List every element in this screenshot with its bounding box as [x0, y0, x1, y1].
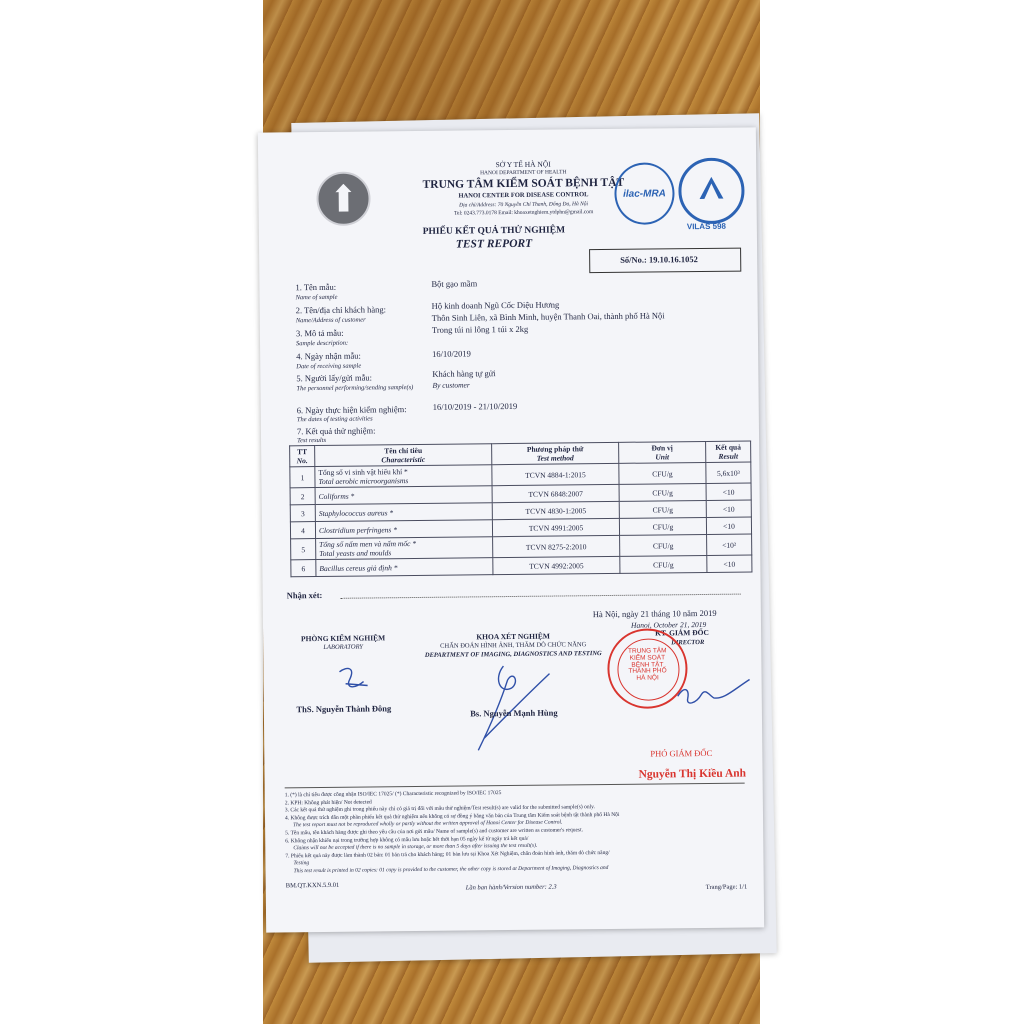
info-5-value: Khách hàng tự gửi: [432, 368, 496, 379]
note-line: 1. (*) là chỉ tiêu được công nhận ISO/IEC 17025/ (*) Characteristic recognized by ISO/IEC 17025: [284, 790, 502, 799]
note-line: 3. Các kết quả thử nghiệm ghi trong phiếu này chỉ có giá trị đối với mẫu thử nghiệm/Test result(s) are valid for the submitted sample(s) only.: [284, 804, 595, 814]
row-result: <10: [706, 500, 751, 517]
row-characteristic-en: Total yeasts and moulds: [319, 548, 392, 559]
notes-list: [285, 788, 746, 876]
info-1-label-en: Name of sample: [295, 293, 338, 302]
results-table: [289, 440, 752, 577]
lab-title-vi: PHÒNG KIỂM NGHIỆM: [300, 633, 386, 644]
row-characteristic: Coliforms *: [315, 486, 492, 505]
row-result: <10²: [707, 534, 752, 555]
row-result: <10: [707, 555, 752, 572]
report-date-en: Hanoi, October 21, 2019: [630, 619, 707, 630]
row-method: TCVN 8275-2:2010: [493, 535, 620, 557]
note-line: 6. Không nhận khiếu nại trong trường hợp không có mẫu lưu hoặc hết thời hạn 05 ngày kể từ ngày trả kết quả/: [285, 835, 529, 844]
vilas-label: VILAS 598: [686, 221, 727, 232]
info-7-label: 7. Kết quả thử nghiệm:: [296, 425, 376, 437]
center-en: HANOI CENTER FOR DISEASE CONTROL: [458, 191, 589, 200]
row-no: 5: [291, 539, 316, 560]
report-title-vi: PHIẾU KẾT QUẢ THỬ NGHIỆM: [422, 225, 566, 237]
contact: Tel: 0243.773.0178 Email: khoaxetnghiem.ytdphn@gmail.com: [454, 209, 594, 217]
row-characteristic: Tổng số vi sinh vật hiếu khí * Total aerobic microorganisms: [315, 465, 492, 488]
row-no: 2: [290, 488, 315, 505]
info-4-label: 4. Ngày nhận mẫu:: [296, 350, 361, 362]
row-result: 5,6x10³: [706, 462, 751, 483]
info-2-label-en: Name/Address of customer: [295, 316, 366, 325]
test-report-page: [258, 127, 764, 932]
info-6-label: 6. Ngày thực hiện kiểm nghiệm:: [296, 404, 407, 416]
row-unit: CFU/g: [620, 555, 707, 573]
address: Địa chỉ/Address: 70 Nguyễn Chí Thanh, Đống Đa, Hà Nội: [459, 201, 589, 209]
note-line: Claims will not be accepted if there is no sample in storage, or more than 5 days after issuing the test result(s).: [293, 842, 538, 852]
info-4-value: 16/10/2019: [432, 348, 471, 359]
row-method: TCVN 6848:2007: [492, 484, 619, 502]
info-7-label-en: Test results: [297, 436, 327, 445]
note-line: This test result is printed in 02 copies: 01 copy is provided to the customer, the other copy is stored at Department of Imaging, Diagnostics and: [293, 864, 609, 875]
stamp-text: TRUNG TÂM KIỂM SOÁT BỆNH TẬT THÀNH PHỐ HÀ NỘI: [627, 647, 667, 682]
note-line: The test report must not be reproduced wholly or partly without the written approval of Hanoi Center for Disease Control.: [293, 819, 563, 829]
col-result: Kết quả Result: [706, 441, 751, 462]
dept-title-en: DEPARTMENT OF IMAGING, DIAGNOSTICS AND TESTING: [424, 650, 602, 659]
lab-signature: [333, 663, 373, 693]
info-2-value2: Thôn Sinh Liên, xã Bình Minh, huyện Thanh Oai, thành phố Hà Nội: [431, 310, 665, 323]
version-number: Lần ban hành/Version number: 2.3: [465, 883, 557, 892]
accreditation-seal-icon: [678, 158, 745, 225]
col-method: Phương pháp thử Test method: [492, 442, 619, 464]
table-row: [291, 555, 752, 577]
center-vi: TRUNG TÂM KIỂM SOÁT BỆNH TẬT: [422, 176, 625, 191]
info-3-label-en: Sample description:: [296, 339, 349, 348]
deputy-director-title: PHÓ GIÁM ĐỐC: [650, 747, 713, 759]
info-2-label: 2. Tên/địa chỉ khách hàng:: [295, 304, 386, 316]
info-3-value: Trong túi ni lông 1 túi x 2kg: [431, 323, 529, 335]
row-unit: CFU/g: [620, 534, 707, 556]
col-no: TT No.: [290, 446, 315, 467]
row-unit: CFU/g: [619, 462, 706, 484]
row-method: TCVN 4991:2005: [492, 518, 619, 536]
row-characteristic: Bacillus cereus giả định *: [316, 558, 493, 577]
note-line: 2. KPH: Không phát hiện/ Not detected: [284, 799, 372, 806]
info-5-value2: By customer: [432, 380, 470, 390]
info-4-label-en: Date of receiving sample: [296, 362, 362, 371]
dept-signer-name: Bs. Nguyễn Mạnh Hùng: [470, 707, 558, 719]
dept-title-vi: KHOA XÉT NGHIỆM: [476, 631, 550, 642]
col-characteristic: Tên chỉ tiêu Characteristic: [315, 444, 492, 467]
row-characteristic: Staphylococcus aureus *: [315, 503, 492, 522]
page-number: Trang/Page: 1/1: [705, 883, 748, 891]
dept-vi: SỞ Y TẾ HÀ NỘI: [495, 159, 551, 170]
row-characteristic-en: Total aerobic microorganisms: [318, 476, 409, 487]
row-unit: CFU/g: [619, 483, 706, 501]
row-no: 1: [290, 467, 315, 488]
note-line: Testing: [293, 860, 310, 867]
info-5-label: 5. Người lấy/gửi mẫu:: [296, 372, 373, 384]
note-line: 4. Không được trích dẫn một phần phiếu kết quả thử nghiệm nếu không có sự đồng ý bằng văn bản của Trung tâm Kiểm soát bệnh tật thành phố Hà Nội: [284, 811, 620, 822]
row-no: 4: [290, 522, 315, 539]
row-method: TCVN 4884-1:2015: [492, 463, 619, 485]
row-method: TCVN 4830-1:2005: [492, 501, 619, 519]
lab-title-en: LABORATORY: [323, 643, 364, 651]
row-unit: CFU/g: [619, 500, 706, 518]
row-no: 6: [291, 560, 316, 577]
row-unit: CFU/g: [619, 517, 706, 535]
remarks-label: Nhận xét:: [286, 589, 323, 601]
form-code: BM.QT.KXN.5.9.01: [285, 881, 340, 890]
report-title-en: TEST REPORT: [455, 237, 533, 251]
dept-title-vi2: CHẨN ĐOÁN HÌNH ẢNH, THĂM DÒ CHỨC NĂNG: [440, 641, 587, 650]
row-characteristic: Clostridium perfringens *: [315, 520, 492, 539]
remarks-line: [341, 594, 741, 599]
note-line: 7. Phiếu kết quả này được làm thành 02 bản: 01 bản trả cho khách hàng; 01 bản lưu tại Khoa Xét Nghiệm, chẩn đoán hình ảnh, thăm dò chức năng/: [285, 849, 610, 860]
cdc-logo-icon: [316, 171, 371, 226]
lab-signer-name: ThS. Nguyễn Thành Đông: [296, 703, 392, 715]
row-result: <10: [706, 517, 751, 534]
dept-en: HANOI DEPARTMENT OF HEALTH: [480, 169, 567, 177]
deputy-director-name: Nguyễn Thị Kiều Anh: [638, 767, 747, 781]
info-6-value: 16/10/2019 - 21/10/2019: [432, 400, 518, 412]
report-number-box: [589, 248, 741, 274]
info-6-label-en: The dates of testing activities: [296, 415, 373, 424]
ilac-mra-logo-icon: ilac-MRA: [614, 162, 675, 225]
report-number: Số/No.: 19.10.16.1052: [620, 254, 698, 265]
report-date-vi: Hà Nội, ngày 21 tháng 10 năm 2019: [592, 607, 717, 620]
row-method: TCVN 4992:2005: [493, 556, 620, 574]
info-3-label: 3. Mô tả mẫu:: [295, 327, 344, 339]
info-1-label: 1. Tên mẫu:: [295, 281, 337, 293]
note-line: 5. Tên mẫu, tên khách hàng được ghi theo yêu cầu của nơi gửi mẫu/ Name of sample(s) and customer are written as customer's request.: [285, 827, 583, 837]
director-signature: [674, 675, 754, 712]
col-unit: Đơn vị Unit: [619, 441, 706, 463]
row-result: <10: [706, 483, 751, 500]
info-1-value: Bột gạo mầm: [431, 278, 478, 289]
row-no: 3: [290, 505, 315, 522]
row-characteristic: Tổng số nấm men và nấm mốc * Total yeasts and moulds: [316, 537, 493, 560]
info-2-value: Hộ kinh doanh Ngũ Cốc Diệu Hương: [431, 299, 560, 311]
director-title-vi: KT. GIÁM ĐỐC: [655, 627, 709, 638]
director-title-en: DIRECTOR: [671, 638, 705, 647]
info-5-label-en: The personnel performing/sending sample(s): [296, 384, 414, 393]
